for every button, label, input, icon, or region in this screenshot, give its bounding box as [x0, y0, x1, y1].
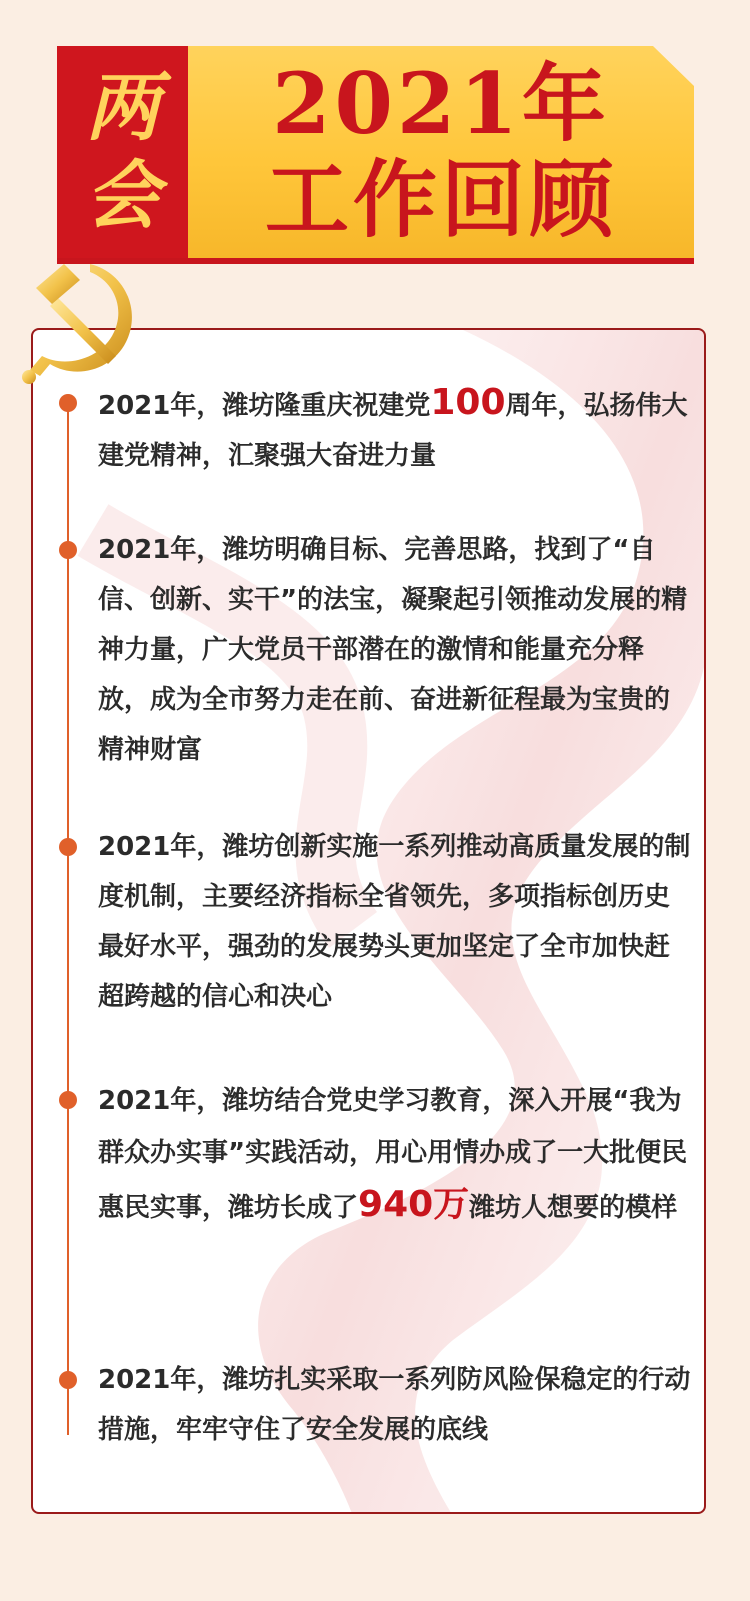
- lianghui-badge: [57, 46, 188, 258]
- title-line-1: 2021年: [272, 54, 610, 153]
- banner-title: [188, 46, 694, 258]
- banner-underline: [57, 258, 694, 264]
- item-text: 2021年，潍坊扎实采取一系列防风险保稳定的行动措施，牢牢守住了安全发展的底线: [98, 1365, 691, 1445]
- timeline-dot: [59, 1091, 77, 1109]
- content-card: [31, 328, 706, 1514]
- title-line-2: 工作回顾: [264, 150, 617, 249]
- item-text: 2021年，潍坊隆重庆祝建党100周年，弘扬伟大建党精神，汇聚强大奋进力量: [98, 382, 688, 471]
- hammer-sickle-icon: [20, 258, 138, 386]
- timeline-dot: [59, 1371, 77, 1389]
- badge-char-1: 两: [85, 65, 160, 151]
- timeline-dot: [59, 838, 77, 856]
- item-text: 2021年，潍坊创新实施一系列推动高质量发展的制度机制，主要经济指标全省领先，多项指标创历史最好水平，强劲的发展势头更加坚定了全市加快赶超跨越的信心和决心: [98, 832, 691, 1012]
- timeline-dot: [59, 541, 77, 559]
- highlight-number: 940万: [358, 1184, 470, 1225]
- item-text: 2021年，潍坊明确目标、完善思路，找到了“自信、创新、实干”的法宝，凝聚起引领推动发展的精神力量，广大党员干部潜在的激情和能量充分释放，成为全市努力走在前、奋进新征程最为宝贵的精神财富: [98, 535, 688, 765]
- header-banner: [57, 46, 694, 264]
- badge-char-2: 会: [85, 153, 160, 239]
- highlight-number: 100: [430, 382, 506, 423]
- item-text: 2021年，潍坊结合党史学习教育，深入开展“我为群众办实事”实践活动，用心用情办成了一大批便民惠民实事，潍坊长成了940万潍坊人想要的模样: [98, 1086, 688, 1225]
- timeline-dot: [59, 394, 77, 412]
